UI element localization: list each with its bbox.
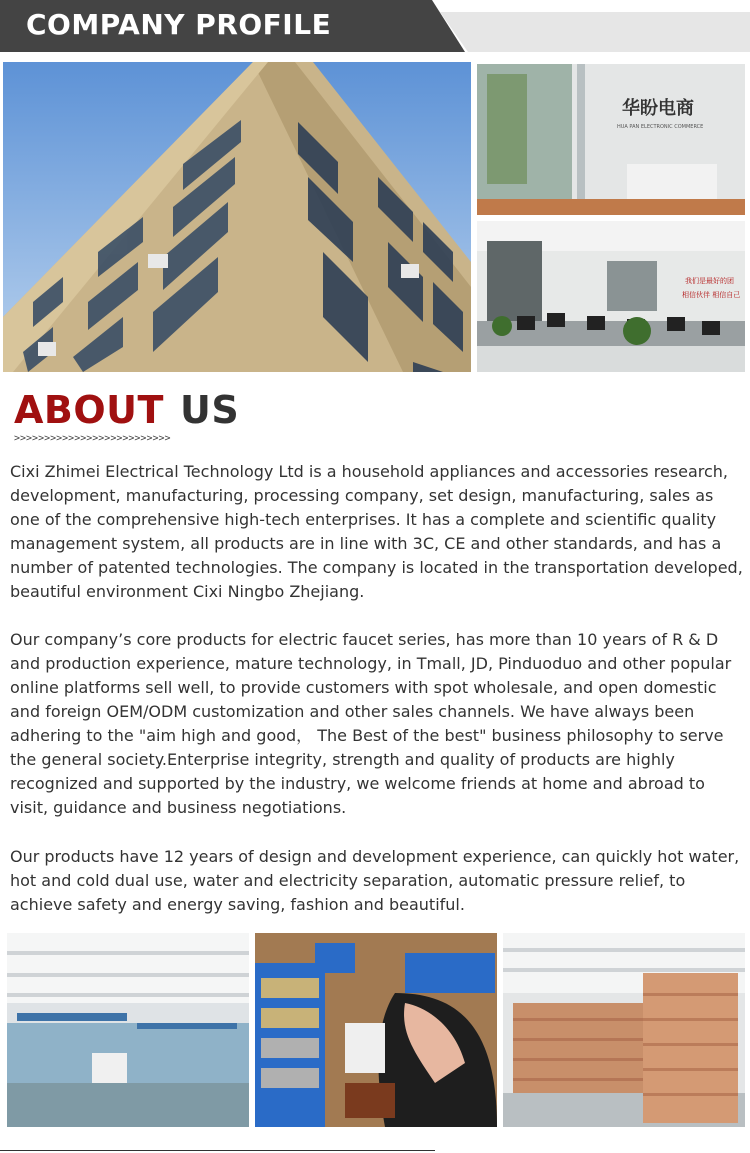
office-slogan-2: 相信伙伴 相信自己	[682, 291, 741, 299]
header-light-band	[440, 12, 750, 52]
reception-sign-en: HUA PAN ELECTRONIC COMMERCE	[617, 124, 704, 130]
section-header	[0, 0, 750, 52]
about-heading-red: ABOUT	[14, 388, 164, 432]
factory-floor-photo	[7, 933, 249, 1127]
building-photo	[3, 62, 471, 372]
warehouse-photo	[503, 933, 745, 1127]
assembly-photo	[255, 933, 497, 1127]
about-heading	[14, 388, 239, 432]
reception-photo	[477, 64, 745, 215]
about-paragraph-1: Cixi Zhimei Electrical Technology Ltd is a household appliances and accessories research, development, manufacturing, processing company, set design, manufacturing, sales as one of the comprehensive high-tech enterprises. It has a complete and scientific quality management system, all products are in line with 3C, CE and other standards, and has a number of patented technologies. The company is located in the transportation developed, beautiful environment Cixi Ningbo Zhejiang.	[10, 462, 743, 601]
about-heading-dark: US	[179, 388, 240, 432]
about-arrows-divider: >>>>>>>>>>>>>>>>>>>>>>>>>>	[14, 433, 171, 444]
about-paragraph-3: Our products have 12 years of design and development experience, can quickly hot water, hot and cold dual use, water and electricity separation, automatic pressure relief, to achieve safety and energy saving, fashion and beautiful.	[10, 847, 740, 914]
office-photo	[477, 221, 745, 372]
about-paragraph-2: Our company’s core products for electric faucet series, has more than 10 years of R & D and production experience, mature technology, in Tmall, JD, Pinduoduo and other popular online platforms sell well, to provide customers with spot wholesale, and open domestic and foreign OEM/ODM customization and other sales channels. We have always been adhering to the "aim high and good， The Best of the best" business philosophy to serve the general society.Enterprise integrity, strength and quality of products are highly recognized and supported by the industry, we welcome friends at home and abroad to visit, guidance and business negotiations.	[10, 630, 732, 817]
section-title: COMPANY PROFILE	[26, 8, 332, 41]
bottom-divider	[0, 1150, 435, 1151]
office-slogan-1: 我们是最好的团	[685, 277, 734, 285]
reception-sign-cn: 华盼电商	[622, 98, 694, 119]
